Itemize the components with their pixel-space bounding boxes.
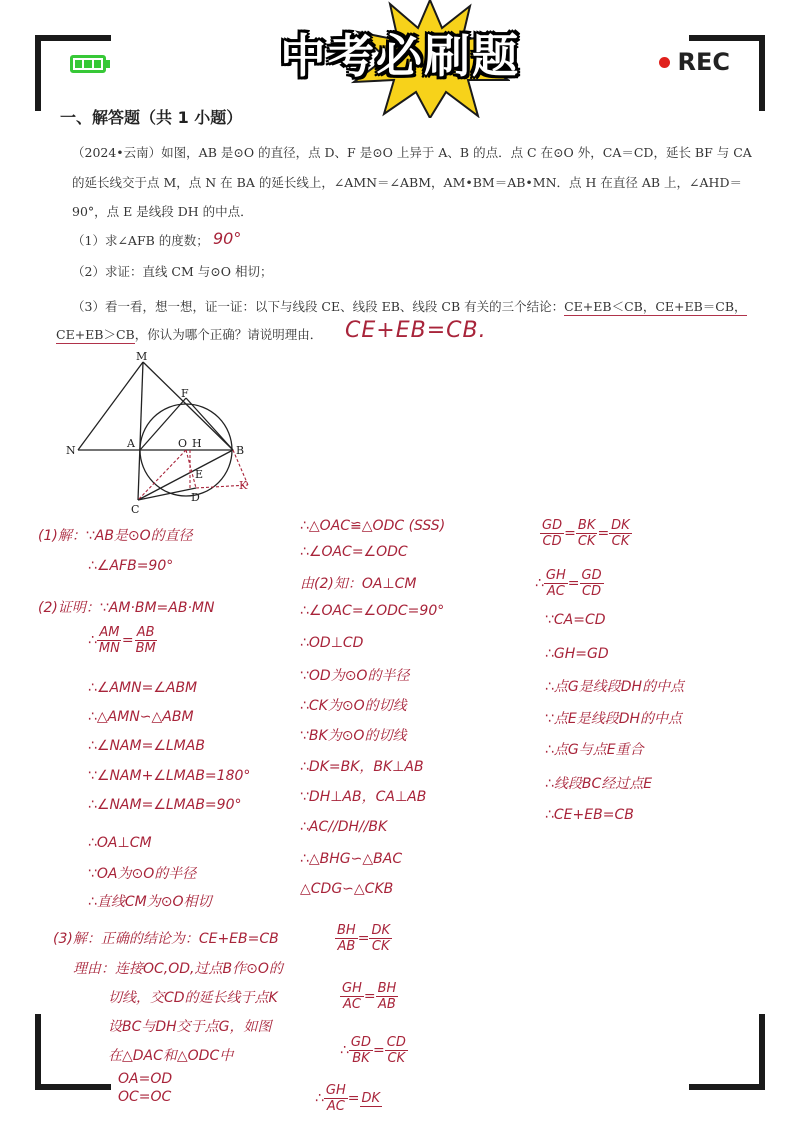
line-cb	[138, 450, 233, 500]
question-3-continued	[56, 326, 322, 344]
frame-corner-bottom-right	[689, 1014, 765, 1090]
sol2-line-8: ∴DK=BK，BK⊥AB	[300, 759, 424, 775]
question-2: （2）求证：直线 CM 与⊙O 相切；	[72, 264, 273, 279]
sol3-line-2: ∴点G是线段DH的中点	[545, 679, 685, 695]
sol2-line-1: ∴∠OAC=∠ODC	[300, 544, 408, 560]
sol1-line-1: ∴∠AFB=90°	[88, 558, 174, 574]
section-title: 一、解答题（共 1 小题）	[60, 108, 243, 127]
label-m: M	[136, 350, 148, 363]
sol2-line-12: △CDG∽△CKB	[300, 881, 394, 897]
line-mb	[143, 362, 233, 450]
line-cd	[138, 488, 196, 500]
sol3-line-5: ∴线段BC经过点E	[545, 776, 653, 792]
label-b: B	[236, 444, 245, 457]
solution-column-2	[300, 513, 540, 1113]
sol1-line-9: ∵OA为⊙O的半径	[88, 866, 197, 882]
sol1-line-14: 设BC与DH交于点G，如图	[108, 1019, 272, 1035]
sol1-line-12: 理由：连接OC,OD,过点B作⊙O的	[73, 961, 283, 977]
sol3-line-4: ∴点G与点E重合	[545, 742, 644, 758]
sol2-line-4: ∴OD⊥CD	[300, 635, 364, 651]
problem-line-3: 90°，点 E 是线段 DH 的中点．	[72, 204, 253, 219]
sol3-line-1: ∴GH=GD	[545, 646, 609, 662]
sol1-line-11: (3)解：正确的结论为：CE+EB=CB	[53, 931, 279, 947]
sol1-line-17: OC=OC	[118, 1089, 172, 1105]
sol1-line-6: ∵∠NAM+∠LMAB=180°	[88, 768, 251, 784]
question-3-options: CE+EB＜CB，CE+EB＝CB，	[564, 299, 747, 314]
sol1-line-16: OA=OD	[118, 1071, 173, 1087]
question-3-tail: ，你认为哪个正确？请说明理由．	[134, 327, 323, 342]
sol3-line-6: ∴CE+EB=CB	[545, 807, 634, 823]
solution-column-3	[535, 513, 755, 853]
sol1-line-13: 切线，交CD的延长线于点K	[108, 990, 278, 1006]
sol3-line-3: ∵点E是线段DH的中点	[545, 711, 683, 727]
line-mc	[138, 362, 143, 500]
sol2-line-2: 由(2)知：OA⊥CM	[300, 576, 417, 592]
sol1-line-2: (2)证明：∵AM·BM=AB·MN	[38, 600, 215, 616]
rec-label: REC	[677, 48, 730, 76]
sol2-line-3: ∴∠OAC=∠ODC=90°	[300, 603, 445, 619]
question-3-text: （3）看一看，想一想，证一证：以下与线段 CE、线段 EB、线段 CB 有关的三个结论：	[72, 299, 565, 314]
sol2-frac-1: $\frac{GH}{AC}$ = $\frac{BH}{AB}$	[342, 981, 397, 1012]
answer-q1: 90°	[213, 229, 242, 248]
sol1-line-0: (1)解：∵AB是⊙O的直径	[38, 528, 193, 544]
sol1-line-10: ∴直线CM为⊙O相切	[88, 894, 212, 910]
sol3-frac-1: ∴ $\frac{GH}{AC}$ = $\frac{GD}{CD}$	[535, 568, 602, 599]
question-3-option-3: CE+EB＞CB	[56, 327, 135, 342]
sol2-line-6: ∴CK为⊙O的切线	[300, 698, 407, 714]
question-3	[72, 298, 747, 316]
solution-column-1	[38, 525, 318, 1115]
label-e: E	[195, 468, 204, 481]
label-h: H	[192, 437, 202, 450]
sol1-line-3: ∴∠AMN=∠ABM	[88, 680, 198, 696]
answer-q3: CE+EB=CB.	[345, 318, 487, 343]
sol2-line-9: ∵DH⊥AB，CA⊥AB	[300, 789, 427, 805]
banner-title: 中考必刷题	[280, 29, 520, 83]
problem-line-1: （2024•云南）如图，AB 是⊙O 的直径，点 D、F 是⊙O 上异于 A、B 的点．点 C 在⊙O 外，CA＝CD，延长 BF 与 CA	[72, 145, 752, 160]
sol1-fraction: ∴ $\frac{AM}{MN}$ = $\frac{AB}{BM}$	[88, 625, 156, 656]
sol2-frac-3: ∴ $\frac{GH}{AC}$ = DK	[315, 1083, 381, 1114]
question-1: （1）求∠AFB 的度数；	[72, 233, 209, 248]
problem-line-2: 的延长线交于点 M，点 N 在 BA 的延长线上，∠AMN＝∠ABM，AM•BM＝AB•MN．点 H 在直径 AB 上，∠AHD＝	[72, 175, 742, 190]
label-d: D	[191, 491, 200, 504]
sol3-line-0: ∵CA=CD	[545, 612, 606, 628]
sol1-line-5: ∴∠NAM=∠LMAB	[88, 738, 205, 754]
label-f: F	[181, 387, 189, 400]
sol2-frac-0: $\frac{BH}{AB}$ = $\frac{DK}{CK}$	[337, 923, 390, 954]
label-n: N	[66, 444, 76, 457]
sol3-frac-0: $\frac{GD}{CD}$ = $\frac{BK}{CK}$ = $\frac{DK}{CK}$	[542, 518, 630, 549]
label-c: C	[131, 503, 140, 515]
sol1-line-15: 在△DAC和△ODC中	[108, 1048, 234, 1064]
sol1-line-8: ∴OA⊥CM	[88, 835, 152, 851]
sol2-frac-2: ∴ $\frac{GD}{BK}$ = $\frac{CD}{CK}$	[340, 1035, 406, 1066]
sol2-line-5: ∵OD为⊙O的半径	[300, 668, 410, 684]
sol2-line-7: ∵BK为⊙O的切线	[300, 728, 407, 744]
label-k: K	[239, 479, 248, 492]
sol2-line-10: ∴AC//DH//BK	[300, 819, 388, 835]
sol2-line-0: ∴△OAC≌△ODC (SSS)	[300, 518, 446, 534]
label-a: A	[127, 437, 135, 450]
label-o: O	[178, 437, 188, 450]
sol1-line-4: ∴△AMN∽△ABM	[88, 709, 194, 725]
sol2-line-11: ∴△BHG∽△BAC	[300, 851, 403, 867]
geometry-figure	[58, 350, 258, 515]
sol1-line-7: ∴∠NAM=∠LMAB=90°	[88, 797, 242, 813]
